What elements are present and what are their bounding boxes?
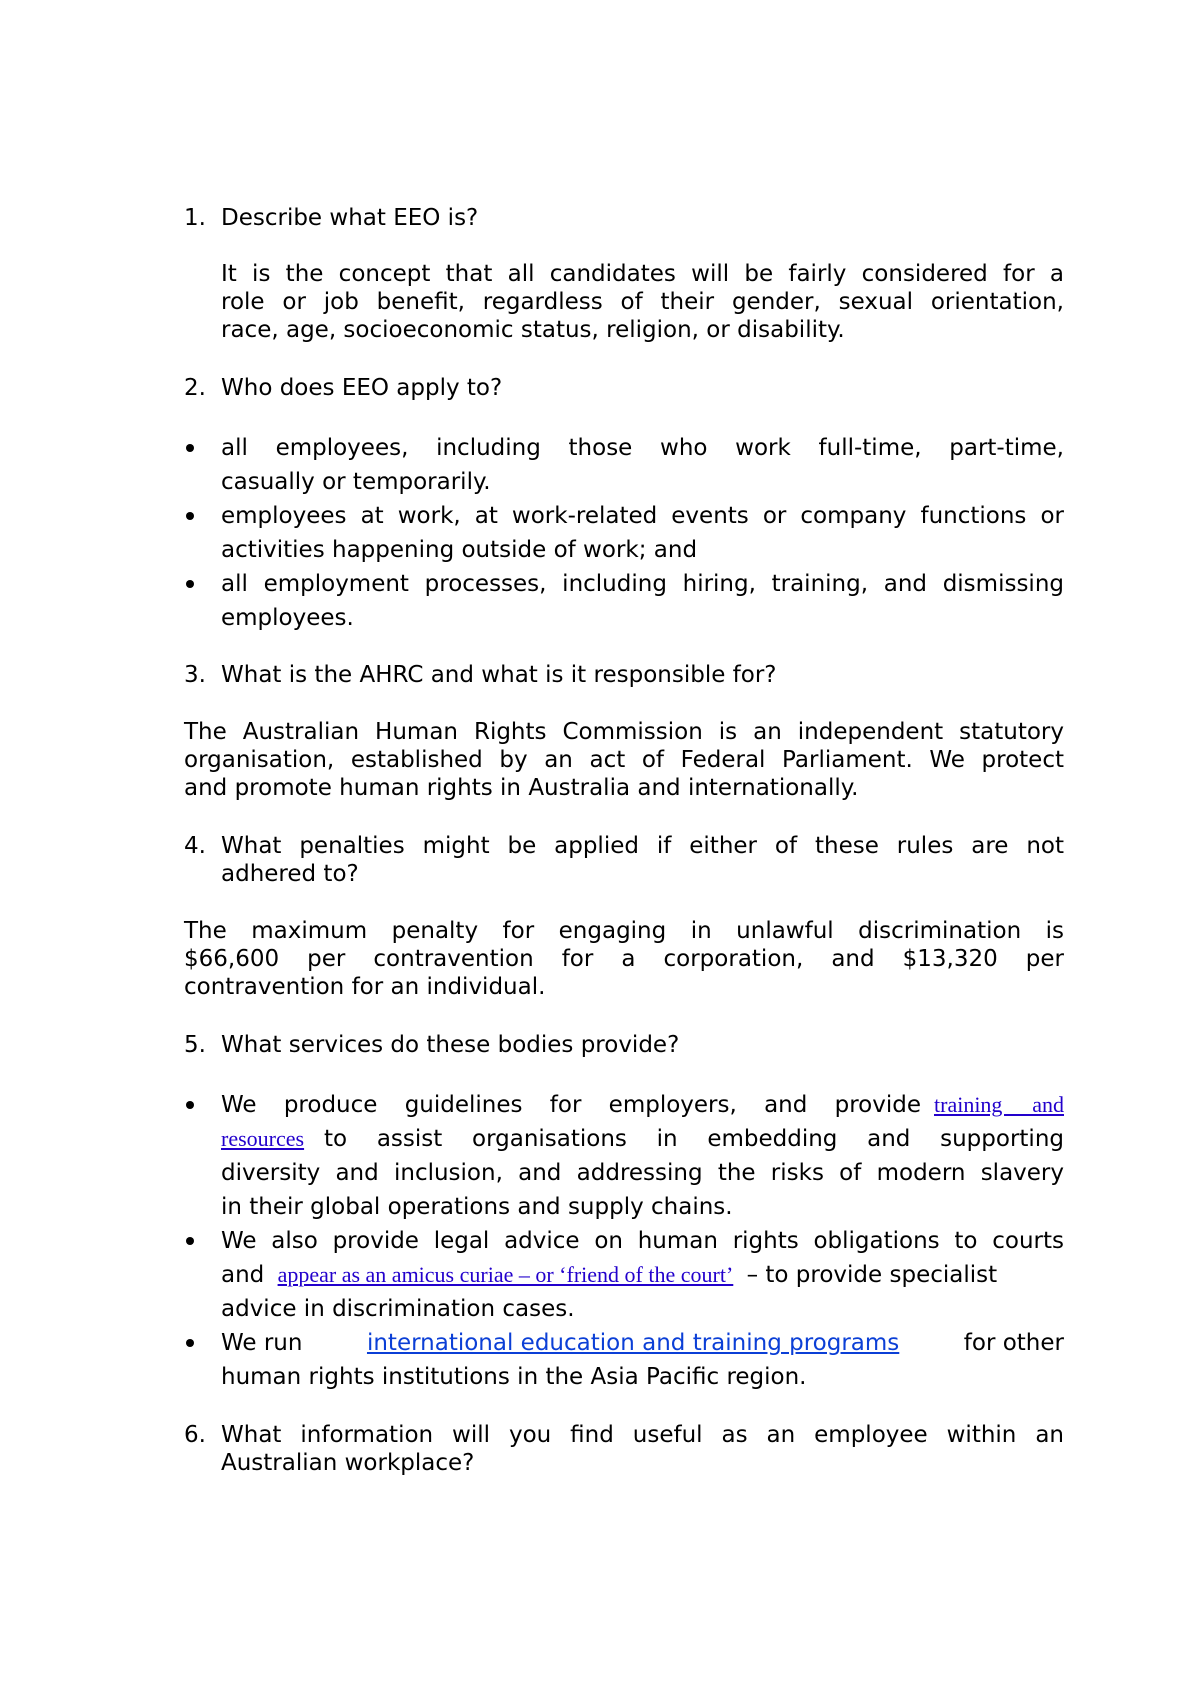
q5-bullet2-pre: and — [221, 1262, 265, 1288]
q1-number: 1. — [184, 205, 206, 231]
bullet-icon — [186, 1101, 194, 1109]
q4-answer-line2: $66,600 per contravention for a corporation, and $13,320 per — [184, 946, 1064, 972]
q2-number: 2. — [184, 375, 206, 401]
q2-bullet3-line1: all employment processes, including hiring, training, and dismissing — [221, 571, 1064, 597]
training-resources-link[interactable]: training and — [934, 1092, 1064, 1117]
q3-number: 3. — [184, 662, 206, 688]
q4-question-line1: What penalties might be applied if either of these rules are not — [221, 833, 1064, 859]
q3-answer-line3: and promote human rights in Australia and internationally. — [184, 775, 859, 801]
q2-question: Who does EEO apply to? — [221, 375, 503, 401]
q3-answer-line1: The Australian Human Rights Commission is an independent statutory — [184, 719, 1064, 745]
bullet-icon — [186, 444, 194, 452]
q4-number: 4. — [184, 833, 206, 859]
q6-number: 6. — [184, 1422, 206, 1448]
q2-bullet1-line1: all employees, including those who work full-time, part-time, — [221, 435, 1064, 461]
q5-number: 5. — [184, 1032, 206, 1058]
q2-bullet3-line2: employees. — [221, 605, 354, 631]
q5-question: What services do these bodies provide? — [221, 1032, 680, 1058]
q5-bullet3-post: for other — [963, 1330, 1064, 1356]
q5-bullet2-line2 — [221, 1261, 997, 1289]
q5-bullet1-line4: in their global operations and supply chains. — [221, 1194, 733, 1220]
q5-bullet2-line3: advice in discrimination cases. — [221, 1296, 575, 1322]
q4-answer-line3: contravention for an individual. — [184, 974, 546, 1000]
q1-answer-line3: race, age, socioeconomic status, religion, or disability. — [221, 317, 845, 343]
training-resources-link-cont[interactable]: resources — [221, 1126, 305, 1151]
q5-bullet3-pre: We run — [221, 1330, 303, 1356]
q1-answer-line2: role or job benefit, regardless of their gender, sexual orientation, — [221, 289, 1064, 315]
q6-question-line2: Australian workplace? — [221, 1450, 475, 1476]
q2-bullet2-line1: employees at work, at work-related events or company functions or — [221, 503, 1064, 529]
q1-answer-line1: It is the concept that all candidates will be fairly considered for a — [221, 261, 1064, 287]
q5-bullet1-text: We produce guidelines for employers, and provide — [221, 1092, 921, 1118]
q5-bullet1-line1 — [221, 1091, 1064, 1119]
q5-bullet3-line2: human rights institutions in the Asia Pacific region. — [221, 1364, 807, 1390]
bullet-icon — [186, 512, 194, 520]
q5-bullet1-line3: diversity and inclusion, and addressing the risks of modern slavery — [221, 1160, 1064, 1186]
q6-question-line1: What information will you find useful as an employee within an — [221, 1422, 1064, 1448]
bullet-icon — [186, 580, 194, 588]
amicus-curiae-link[interactable]: appear as an amicus curiae – or ‘friend of the court’ — [277, 1262, 734, 1287]
q5-bullet2-post: – to provide specialist — [746, 1262, 998, 1288]
bullet-icon — [186, 1339, 194, 1347]
q5-bullet3-line1 — [221, 1329, 1064, 1357]
q3-question: What is the AHRC and what is it responsible for? — [221, 662, 777, 688]
q4-answer-line1: The maximum penalty for engaging in unlawful discrimination is — [184, 918, 1064, 944]
q3-answer-line2: organisation, established by an act of Federal Parliament. We protect — [184, 747, 1064, 773]
q5-bullet2-line1: We also provide legal advice on human rights obligations to courts — [221, 1228, 1064, 1254]
q4-question-line2: adhered to? — [221, 861, 359, 887]
international-education-link[interactable]: international education and training programs — [366, 1330, 900, 1356]
q5-bullet1-line2-text: to assist organisations in embedding and supporting — [324, 1126, 1064, 1152]
bullet-icon — [186, 1237, 194, 1245]
q2-bullet1-line2: casually or temporarily. — [221, 469, 491, 495]
q1-question: Describe what EEO is? — [221, 205, 479, 231]
q5-bullet1-line2 — [221, 1125, 1064, 1153]
q2-bullet2-line2: activities happening outside of work; and — [221, 537, 698, 563]
